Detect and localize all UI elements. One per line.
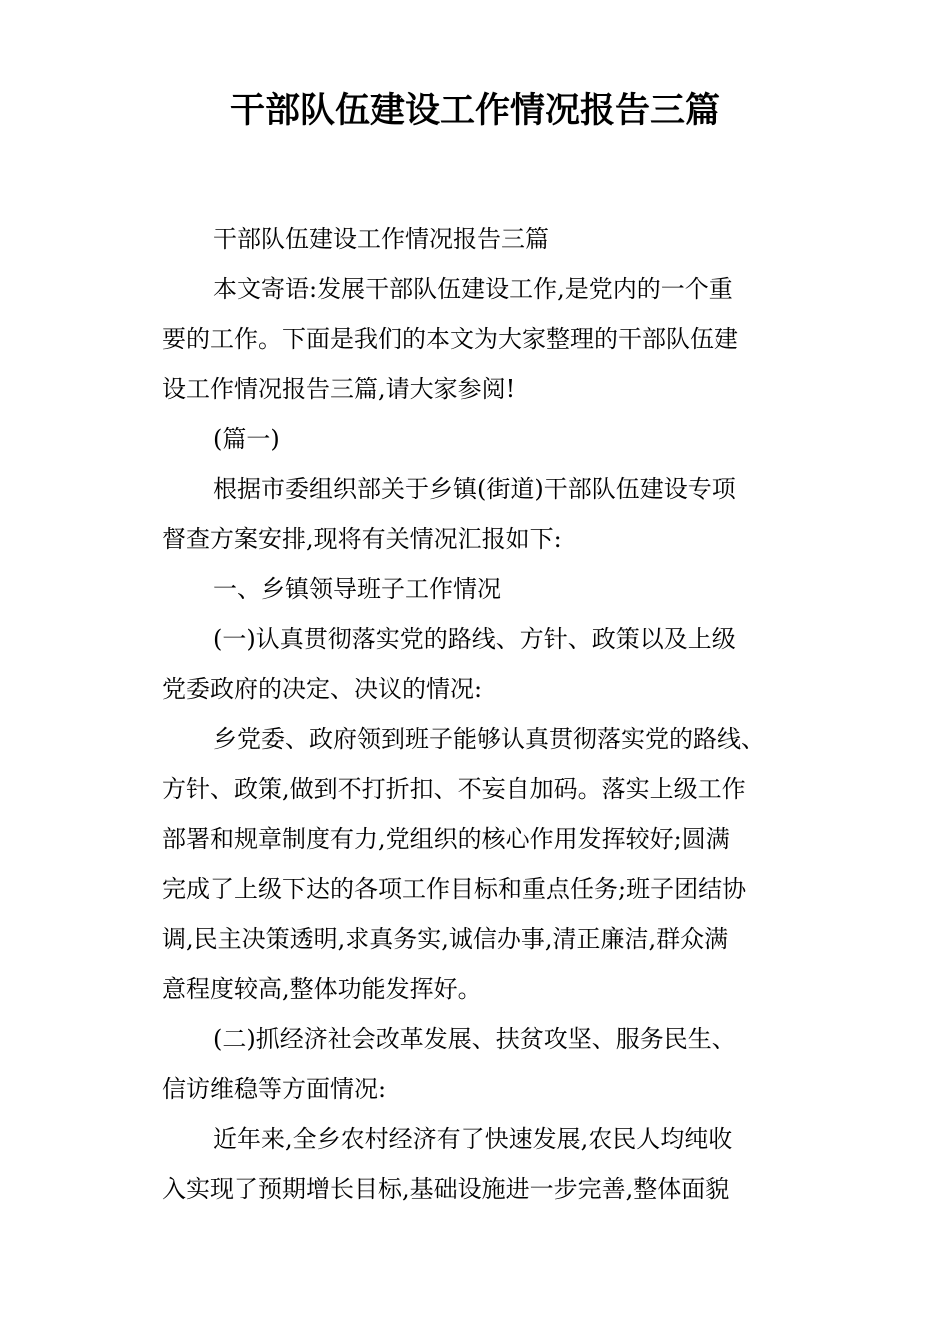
body-line: 要的工作。下面是我们的本文为大家整理的干部队伍建 (162, 325, 738, 353)
body-line: 乡党委、政府领到班子能够认真贯彻落实党的路线、 (213, 725, 765, 753)
body-line: 信访维稳等方面情况: (162, 1075, 387, 1103)
document-title: 干部队伍建设工作情况报告三篇 (229, 91, 720, 131)
body-line: 入实现了预期增长目标,基础设施进一步完善,整体面貌 (162, 1175, 730, 1203)
body-line: 方针、政策,做到不打折扣、不妄自加码。落实上级工作 (162, 775, 746, 803)
body-line: 设工作情况报告三篇,请大家参阅! (162, 375, 516, 403)
body-line: 督查方案安排,现将有关情况汇报如下: (162, 525, 562, 553)
body-line: 干部队伍建设工作情况报告三篇 (213, 225, 549, 253)
body-line: (篇一) (213, 425, 280, 453)
body-line: 部署和规章制度有力,党组织的核心作用发挥较好;圆满 (162, 825, 730, 853)
body-line: 根据市委组织部关于乡镇(街道)干部队伍建设专项 (213, 475, 736, 503)
document-body (162, 214, 792, 1214)
body-line: (二)抓经济社会改革发展、扶贫攻坚、服务民生、 (213, 1025, 736, 1053)
body-line: 一、乡镇领导班子工作情况 (213, 575, 501, 603)
body-line: 党委政府的决定、决议的情况: (162, 675, 483, 703)
body-line: 近年来,全乡农村经济有了快速发展,农民人均纯收 (213, 1125, 733, 1153)
body-line: 意程度较高,整体功能发挥好。 (162, 975, 482, 1003)
body-line: 调,民主决策透明,求真务实,诚信办事,清正廉洁,群众满 (162, 925, 729, 953)
body-line: (一)认真贯彻落实党的路线、方针、政策以及上级 (213, 625, 736, 653)
body-line: 完成了上级下达的各项工作目标和重点任务;班子团结协 (162, 875, 747, 903)
body-line: 本文寄语:发展干部队伍建设工作,是党内的一个重 (213, 275, 733, 303)
